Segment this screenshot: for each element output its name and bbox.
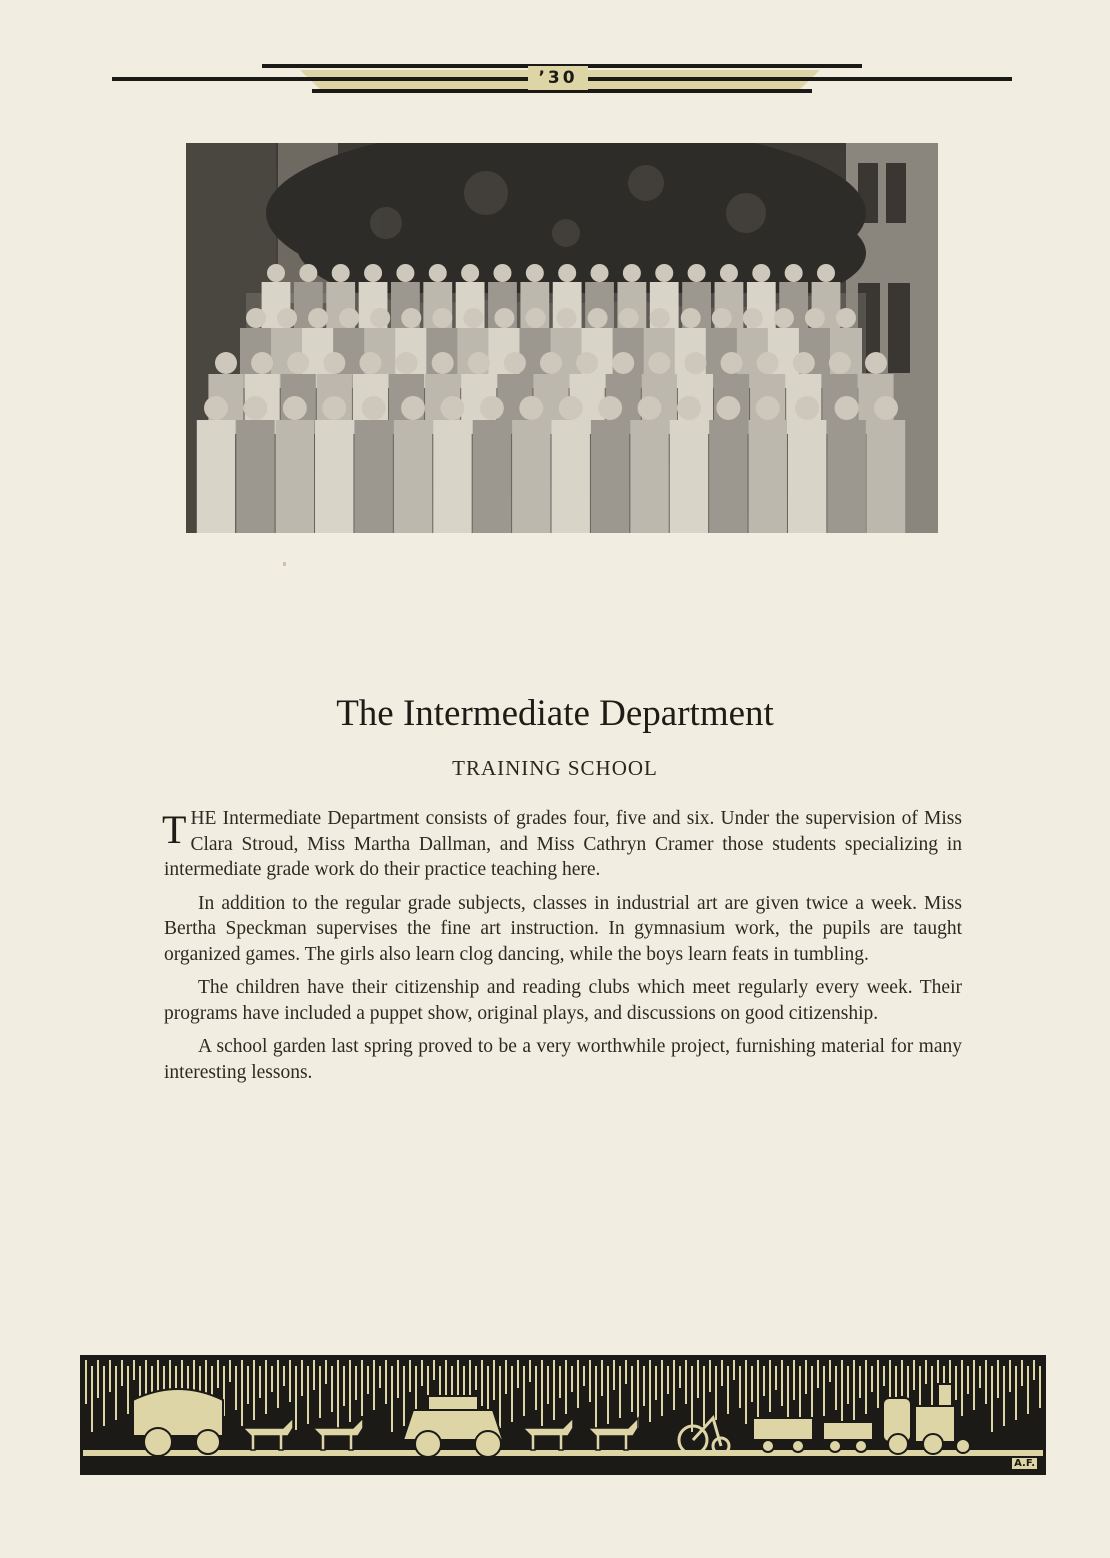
frieze-stripe: [391, 1366, 393, 1432]
pupil-figure: [749, 420, 787, 533]
pupil-face: [612, 352, 634, 374]
frieze-stripe: [361, 1360, 363, 1416]
frieze-stripe: [433, 1360, 435, 1380]
frieze-stripe: [493, 1360, 495, 1400]
frieze-stripe: [991, 1366, 993, 1432]
pupil-face: [432, 308, 452, 328]
paragraph-2: In addition to the regular grade subjects, classes in industrial art are given twice a week. Miss Bertha Speckman supervises the fine art instruction. In gymnasium work, the pupils are taught organized games. The girls also learn clog dancing, while the boys learn feats in tumbling.: [164, 892, 962, 965]
frieze-stripe: [595, 1366, 597, 1430]
frieze-stripe: [763, 1366, 765, 1396]
pupil-face: [440, 396, 464, 420]
frieze-stripe: [973, 1360, 975, 1410]
pupil-face: [684, 352, 706, 374]
frieze-stripe: [175, 1366, 177, 1390]
pupil-face: [835, 396, 859, 420]
pupil-face: [504, 352, 526, 374]
pupil-figure: [197, 420, 235, 533]
pupil-face: [308, 308, 328, 328]
pupil-face: [756, 396, 780, 420]
pupil-face: [429, 264, 447, 282]
pupil-figure: [276, 420, 314, 533]
pupil-face: [650, 308, 670, 328]
frieze-stripe: [793, 1360, 795, 1400]
page-year: ’30: [528, 66, 588, 90]
frieze-stripe: [559, 1366, 561, 1398]
frieze-stripe: [631, 1366, 633, 1412]
paragraph-4: A school garden last spring proved to be a very worthwhile project, furnishing material for many interesting lessons.: [164, 1036, 962, 1083]
pupil-face: [817, 264, 835, 282]
frieze-stripe: [841, 1360, 843, 1426]
frieze-stripe: [571, 1366, 573, 1392]
pupil-face: [461, 264, 479, 282]
pupil-face: [519, 396, 543, 420]
frieze-stripe: [673, 1360, 675, 1410]
frieze-stripe: [133, 1360, 135, 1380]
pupil-face: [721, 352, 743, 374]
pupil-face: [323, 352, 345, 374]
pupil-face: [287, 352, 309, 374]
paragraph-1: [164, 806, 962, 883]
pupil-face: [805, 308, 825, 328]
pupil-figure: [591, 420, 629, 533]
pupil-face: [480, 396, 504, 420]
pupil-face: [619, 308, 639, 328]
pupil-figure: [709, 420, 747, 533]
frieze-stripe: [319, 1366, 321, 1418]
pupil-face: [540, 352, 562, 374]
frieze-stripe: [511, 1366, 513, 1422]
pupil-face: [283, 396, 307, 420]
frieze-stripe: [889, 1360, 891, 1402]
frieze-stripe: [601, 1360, 603, 1396]
frieze-stripe: [655, 1366, 657, 1400]
pupil-face: [299, 264, 317, 282]
pupil-face: [655, 264, 673, 282]
frieze-stripe: [865, 1360, 867, 1414]
frieze-stripe: [847, 1366, 849, 1404]
pupil-face: [267, 264, 285, 282]
frieze-stripe: [691, 1366, 693, 1432]
frieze-stripe: [967, 1366, 969, 1394]
frieze-stripe: [811, 1366, 813, 1422]
frieze-stripe: [829, 1360, 831, 1382]
pupil-face: [401, 308, 421, 328]
pupil-face: [558, 264, 576, 282]
frieze-stripe: [403, 1366, 405, 1426]
pupil-face: [493, 264, 511, 282]
pupil-face: [322, 396, 346, 420]
frieze-stripe: [529, 1360, 531, 1382]
frieze-stripe: [421, 1360, 423, 1386]
frieze-stripe: [277, 1360, 279, 1408]
pupil-face: [557, 308, 577, 328]
frieze-stripe: [325, 1360, 327, 1384]
frieze-stripe: [835, 1366, 837, 1410]
frieze-stripe: [667, 1366, 669, 1394]
frieze-stripe: [997, 1360, 999, 1398]
frieze-stripe: [271, 1366, 273, 1392]
frieze-stripe: [505, 1360, 507, 1394]
frieze-stripe: [109, 1360, 111, 1392]
pupil-face: [401, 396, 425, 420]
frieze-stripe: [1039, 1366, 1041, 1408]
frieze-stripe: [91, 1366, 93, 1432]
frieze-stripe: [481, 1360, 483, 1406]
pupil-figure: [433, 420, 471, 533]
frieze-stripe: [613, 1360, 615, 1390]
pupil-face: [339, 308, 359, 328]
pupil-face: [829, 352, 851, 374]
frieze-stripe: [85, 1360, 87, 1404]
class-photograph: [186, 143, 938, 533]
frieze-stripe: [583, 1366, 585, 1386]
frieze-stripe: [349, 1360, 351, 1422]
frieze-stripe: [607, 1366, 609, 1424]
pupil-face: [362, 396, 386, 420]
frieze-stripe: [289, 1360, 291, 1402]
pupil-figure: [512, 420, 550, 533]
pupil-figure: [354, 420, 392, 533]
pupil-figure: [867, 420, 905, 533]
pupil-face: [525, 308, 545, 328]
frieze-stripe: [97, 1360, 99, 1398]
frieze-stripe: [745, 1360, 747, 1424]
frieze-stripe: [649, 1360, 651, 1422]
frieze-stripe: [1027, 1366, 1029, 1414]
frieze-stripe: [823, 1366, 825, 1416]
frieze-stripe: [955, 1366, 957, 1400]
page-title: The Intermediate Department: [336, 693, 774, 734]
frieze-stripe: [775, 1366, 777, 1390]
frieze-stripe: [715, 1366, 717, 1420]
frieze-stripe: [985, 1360, 987, 1404]
pupil-face: [752, 264, 770, 282]
paragraph-3: The children have their citizenship and reading clubs which meet regularly every week. Their programs have included a puppet show, original plays, and discussions on good citizenship.: [164, 977, 962, 1024]
frieze-stripe: [475, 1366, 477, 1390]
pupil-face: [757, 352, 779, 374]
frieze-stripe: [463, 1366, 465, 1396]
frieze-stripe: [1009, 1360, 1011, 1392]
frieze-stripe: [115, 1366, 117, 1420]
page-header-ornament: [0, 0, 1110, 110]
frieze-stripe: [733, 1360, 735, 1380]
frieze-stripe: [235, 1366, 237, 1410]
frieze-stripe: [205, 1360, 207, 1394]
frieze-stripe: [313, 1360, 315, 1390]
paragraph-1-text: HE Intermediate Department consists of grades four, five and six. Under the supervision of Miss Clara Stroud, Miss Martha Dallman, and Miss Cathryn Cramer those students specializing in intermediate grade work do their practice teaching here.: [164, 808, 962, 880]
pupil-face: [591, 264, 609, 282]
pupil-face: [559, 396, 583, 420]
frieze-stripe: [961, 1360, 963, 1416]
frieze-stripe: [517, 1360, 519, 1388]
frieze-stripe: [589, 1360, 591, 1402]
frieze-stripe: [1003, 1366, 1005, 1426]
frieze-stripe: [643, 1366, 645, 1406]
pupil-figure: [315, 420, 353, 533]
pupil-face: [774, 308, 794, 328]
frieze-stripe: [259, 1366, 261, 1398]
frieze-stripe: [577, 1360, 579, 1408]
pupil-face: [712, 308, 732, 328]
frieze-stripe: [1033, 1360, 1035, 1380]
pupil-face: [720, 264, 738, 282]
frieze-stripe: [247, 1366, 249, 1404]
pupil-face: [432, 352, 454, 374]
pupil-face: [526, 264, 544, 282]
pupil-face: [716, 396, 740, 420]
pupil-figure: [236, 420, 274, 533]
pupil-figure: [394, 420, 432, 533]
frieze-stripe: [343, 1366, 345, 1406]
pupil-figure: [788, 420, 826, 533]
frieze-stripe: [553, 1360, 555, 1420]
frieze-stripe: [301, 1360, 303, 1396]
pupil-face: [494, 308, 514, 328]
pupil-figure: [670, 420, 708, 533]
pupil-face: [638, 396, 662, 420]
frieze-stripe: [295, 1366, 297, 1430]
pupil-face: [576, 352, 598, 374]
pupil-face: [588, 308, 608, 328]
pupil-face: [793, 352, 815, 374]
frieze-stripe: [757, 1360, 759, 1418]
pupil-face: [468, 352, 490, 374]
frieze-stripe: [535, 1366, 537, 1410]
pupil-face: [795, 396, 819, 420]
frieze-stripe: [307, 1366, 309, 1424]
frieze-stripe: [127, 1366, 129, 1414]
frieze-stripe: [661, 1360, 663, 1416]
class-photograph-image: [186, 143, 938, 533]
frieze-stripe: [739, 1366, 741, 1408]
pupil-face: [623, 264, 641, 282]
frieze-stripe: [769, 1360, 771, 1412]
frieze-stripe: [679, 1366, 681, 1388]
pupil-face: [396, 352, 418, 374]
pupil-face: [277, 308, 297, 328]
frieze-stripe: [547, 1366, 549, 1404]
frieze-stripe: [373, 1360, 375, 1410]
frieze-stripe: [331, 1366, 333, 1412]
frieze-stripe: [913, 1360, 915, 1390]
frieze-stripe: [499, 1366, 501, 1428]
frieze-stripe: [355, 1366, 357, 1400]
frieze-stripe: [121, 1360, 123, 1386]
frieze-stripe: [781, 1360, 783, 1406]
frieze-stripe: [367, 1366, 369, 1394]
frieze-stripe: [379, 1366, 381, 1388]
page-subtitle: TRAINING SCHOOL: [452, 756, 658, 780]
frieze-stripe: [103, 1366, 105, 1426]
frieze-stripe: [709, 1360, 711, 1392]
paper-speck: [283, 562, 286, 566]
footer-ornament: [80, 1355, 1046, 1475]
frieze-stripe: [901, 1360, 903, 1396]
pupil-face: [246, 308, 266, 328]
pupil-face: [463, 308, 483, 328]
frieze-stripe: [1015, 1366, 1017, 1420]
frieze-stripe: [337, 1360, 339, 1428]
pupil-face: [836, 308, 856, 328]
artist-signature: A.F.: [1014, 1458, 1035, 1469]
frieze-stripe: [409, 1360, 411, 1392]
frieze-stripe: [619, 1366, 621, 1418]
frieze-stripe: [385, 1360, 387, 1404]
frieze-stripe: [397, 1360, 399, 1398]
transport-frieze-illustration: [83, 1358, 1043, 1472]
pupil-figure: [473, 420, 511, 533]
pupil-face: [598, 396, 622, 420]
frieze-stripe: [703, 1366, 705, 1426]
frieze-stripe: [727, 1366, 729, 1414]
frieze-stripe: [565, 1360, 567, 1414]
frieze-stripe: [883, 1366, 885, 1386]
frieze-stripe: [859, 1366, 861, 1398]
frieze-stripe: [721, 1360, 723, 1386]
pupil-face: [370, 308, 390, 328]
frieze-stripe: [625, 1360, 627, 1384]
frieze-stripe: [1021, 1360, 1023, 1386]
pupil-face: [677, 396, 701, 420]
frieze-stripe: [241, 1360, 243, 1426]
frieze-stripe: [697, 1360, 699, 1398]
frieze-stripe: [979, 1366, 981, 1388]
pupil-face: [332, 264, 350, 282]
pupil-figure: [630, 420, 668, 533]
pupil-face: [865, 352, 887, 374]
pupil-figure: [827, 420, 865, 533]
frieze-stripe: [685, 1360, 687, 1404]
pupil-face: [396, 264, 414, 282]
pupil-face: [688, 264, 706, 282]
pupil-figure: [552, 420, 590, 533]
pupil-face: [204, 396, 228, 420]
frieze-stripe: [217, 1360, 219, 1388]
frieze-stripe: [541, 1360, 543, 1426]
frieze-stripe: [253, 1360, 255, 1420]
pupil-face: [743, 308, 763, 328]
pupil-face: [648, 352, 670, 374]
frieze-stripe: [871, 1366, 873, 1392]
pupil-face: [364, 264, 382, 282]
drop-cap: T: [162, 807, 187, 852]
frieze-stripe: [925, 1360, 927, 1384]
pupil-face: [243, 396, 267, 420]
pupil-face: [785, 264, 803, 282]
pupil-face: [251, 352, 273, 374]
pupil-face: [681, 308, 701, 328]
frieze-stripe: [523, 1366, 525, 1416]
frieze-stripe: [817, 1360, 819, 1388]
frieze-stripe: [229, 1360, 231, 1382]
pupil-face: [215, 352, 237, 374]
frieze-stripe: [751, 1366, 753, 1402]
pupil-face: [359, 352, 381, 374]
pupil-face: [874, 396, 898, 420]
frieze-stripe: [805, 1360, 807, 1394]
article-body: [164, 806, 962, 1093]
frieze-stripe: [265, 1360, 267, 1414]
frieze-stripe: [853, 1360, 855, 1420]
frieze-stripe: [283, 1366, 285, 1386]
frieze-stripe: [877, 1360, 879, 1408]
